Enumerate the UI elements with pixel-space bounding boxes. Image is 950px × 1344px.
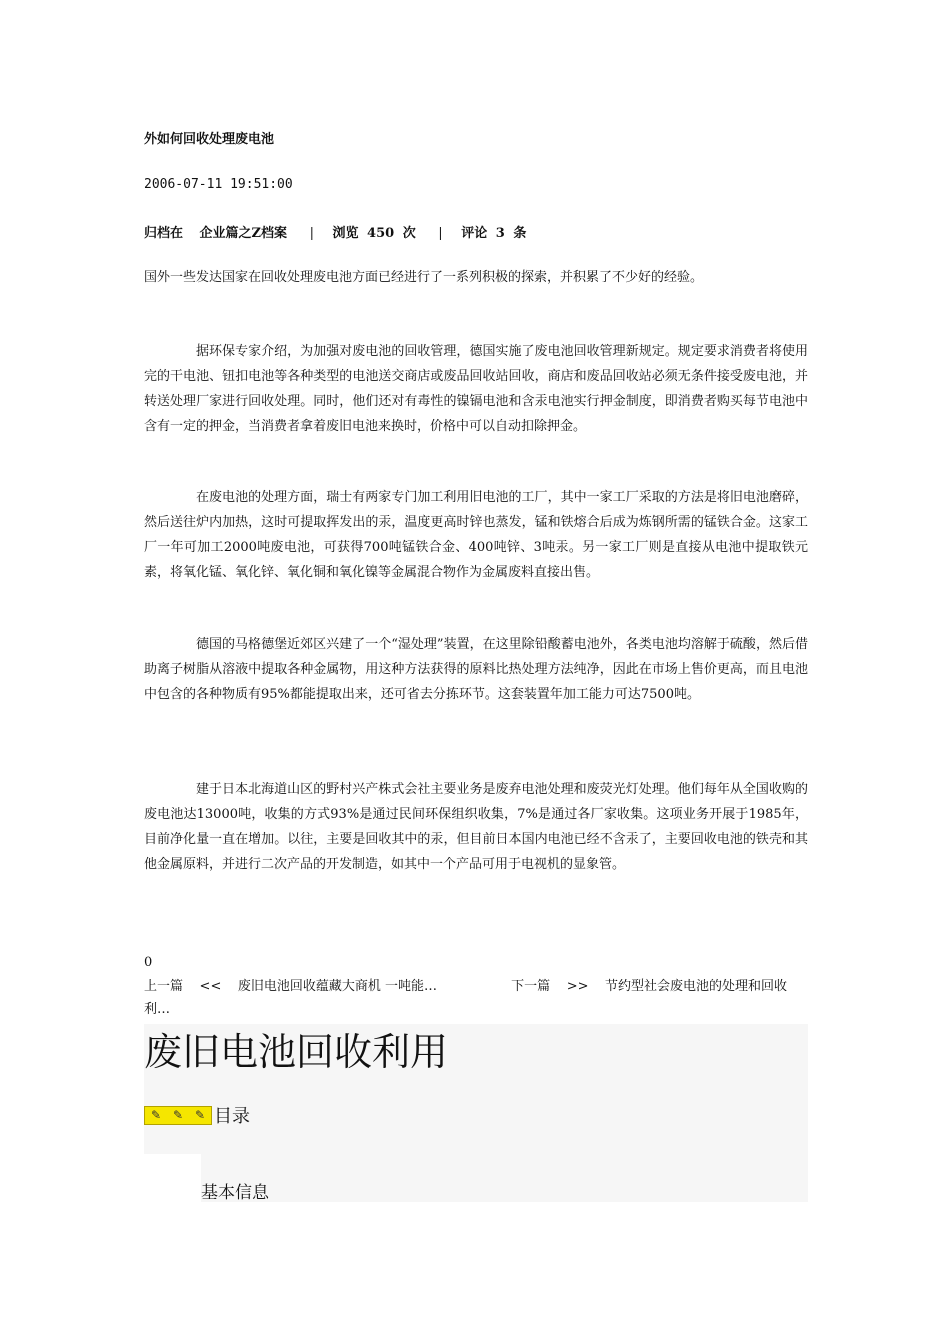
article-paragraph: 建于日本北海道山区的野村兴产株式会社主要业务是废弃电池处理和废荧光灯处理。他们每年从全国收购的废电池达13000吨，收集的方式93%是通过民间环保组织收集，7%是通过各厂家收集。这项业务开展于1985年，目前净化量一直在增加。以往，主要是回收其中的汞，但目前日本国内电池已经不含汞了，主要回收电池的铁壳和其他金属原料，并进行二次产品的开发制造，如其中一个产品可用于电视机的显象管。 [144, 782, 808, 872]
archive-link[interactable]: 企业篇之Z档案 [199, 226, 288, 241]
article-paragraph: 德国的马格德堡近郊区兴建了一个“湿处理”装置，在这里除铅酸蓄电池外，各类电池均溶解于硫酸，然后借助离子树脂从溶液中提取各种金属物，用这种方法获得的原料比热处理方法纯净，因此在市场上售价更高，而且电池中包含的各种物质有95%都能提取出来，还可省去分拣环节。这套装置年加工能力可达7500吨。 [144, 637, 808, 702]
prev-label: 上一篇 [144, 979, 184, 994]
prev-post-link[interactable]: 废旧电池回收蕴藏大商机 一吨能… [237, 979, 438, 994]
next-post-link[interactable]: 节约型社会废电池的处理和回收利… [144, 979, 788, 1017]
meta-separator: | [309, 226, 314, 241]
next-label: 下一篇 [511, 979, 551, 994]
toc-row [144, 1104, 250, 1126]
edit-icon[interactable]: ✎ [194, 1108, 206, 1122]
edit-icon[interactable]: ✎ [172, 1108, 184, 1122]
edit-icon[interactable]: ✎ [150, 1108, 162, 1122]
zero-count: 0 [144, 955, 153, 970]
box-gap [144, 1154, 201, 1202]
views-label: 浏览 [332, 226, 359, 241]
meta-separator: | [438, 226, 443, 241]
basic-info-heading[interactable]: 基本信息 [201, 1183, 269, 1203]
post-navigation [144, 975, 808, 1021]
views-count: 450 [367, 226, 395, 241]
prev-arrow: << [199, 979, 222, 994]
toc-label[interactable]: 目录 [214, 1106, 250, 1127]
article-paragraph: 据环保专家介绍，为加强对废电池的回收管理，德国实施了废电池回收管理新规定。规定要求消费者将使用完的干电池、钮扣电池等各种类型的电池送交商店或废品回收站回收，商店和废品回收站必须无条件接受废电池，并转送处理厂家进行回收处理。同时，他们还对有毒性的镍镉电池和含汞电池实行押金制度，即消费者购买每节电池中含有一定的押金，当消费者拿着废旧电池来换时，价格中可以自动扣除押金。 [144, 344, 808, 434]
article-title: 外如何回收处理废电池 [144, 132, 275, 147]
next-arrow: >> [566, 979, 589, 994]
article-meta [144, 222, 530, 241]
archive-label: 归档在 [144, 226, 184, 241]
comments-unit: 条 [513, 226, 527, 241]
article-datetime: 2006-07-11 19:51:00 [144, 177, 293, 192]
article-paragraph: 在废电池的处理方面，瑞士有两家专门加工利用旧电池的工厂，其中一家工厂采取的方法是将旧电池磨碎，然后送往炉内加热，这时可提取挥发出的汞，温度更高时锌也蒸发，锰和铁熔合后成为炼钢所需的锰铁合金。这家工厂一年可加工2000吨废电池，可获得700吨锰铁合金、400吨锌、3吨汞。另一家工厂则是直接从电池中提取铁元素，将氧化锰、氧化锌、氧化铜和氧化镍等金属混合物作为金属废料直接出售。 [144, 490, 808, 580]
views-unit: 次 [402, 226, 416, 241]
article-intro: 国外一些发达国家在回收处理废电池方面已经进行了一系列积极的探索，并积累了不少好的经验。 [144, 270, 704, 285]
encyclopedia-box [144, 1024, 808, 1202]
toc-icon-group[interactable] [144, 1106, 212, 1125]
comments-label[interactable]: 评论 [461, 226, 488, 241]
comments-count: 3 [495, 226, 505, 241]
entry-title: 废旧电池回收利用 [144, 1030, 449, 1074]
